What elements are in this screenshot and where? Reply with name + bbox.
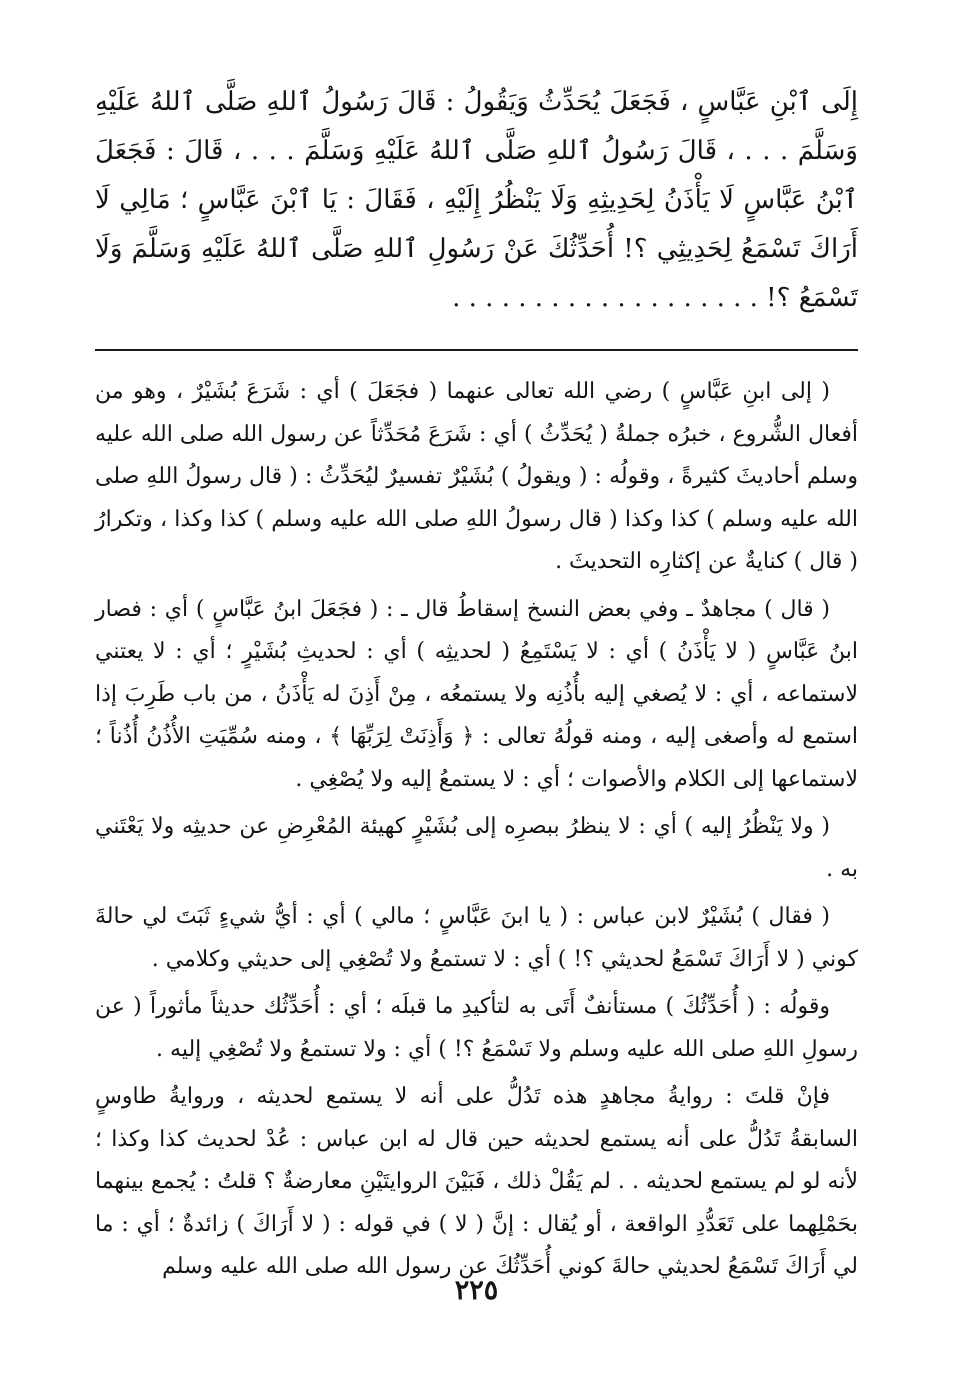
commentary-paragraph: ( إلى ابنِ عَبَّاسٍ ) رضي الله تعالى عنهما ( فجَعَلَ ) أي : شَرَعَ بُشَيْرٌ ، وهو من أفعال الشُّروع ، خبرُه جملةُ ( يُحَدِّثُ ) أي : شَرَعَ مُحَدِّثاً عن رسول الله صلى الله عليه وسلم أحاديثَ كثيرةً ، وقولُه : ( ويقولُ ) بُشَيْرٌ تفسيرٌ ليُحَدِّثُ : ( قال رسولُ اللهِ صلى الله عليه وسلم ) كذا وكذا ( قال رسولُ اللهِ صلى الله عليه وسلم ) كذا وكذا ، وتكرارُ ( قال ) كنايةٌ عن إكثارِه التحديثَ . bbox=[95, 379, 858, 574]
separator-line bbox=[95, 349, 858, 351]
commentary-paragraph: ( ولا يَنْظُرُ إليه ) أي : لا ينظرُ ببصرِه إلى بُشَيْرٍ كهيئة المُعْرِضِ عن حديثِه ولا يَعْتَني به . bbox=[95, 814, 858, 882]
commentary-paragraph: وقولُه : ( أُحَدِّثُكَ ) مستأنفٌ أَتَى به لتأكيدِ ما قبلَه ؛ أي : أُحَدِّثُك حديثاً مأثوراً ( عن رسولِ اللهِ صلى الله عليه وسلم ولا تَسْمَعُ ؟! ) أي : ولا تستمعُ ولا تُصْغِي إليه . bbox=[95, 994, 858, 1062]
page-number: ٢٢٥ bbox=[454, 1275, 499, 1306]
commentary bbox=[95, 371, 858, 1289]
hadith-text: إِلَى ٱبْنِ عَبَّاسٍ ، فَجَعَلَ يُحَدِّثُ وَيَقُولُ : قَالَ رَسُولُ ٱللهِ صَلَّى ٱللهُ عَلَيْهِ وَسَلَّمَ . . . ، قَالَ رَسُولُ ٱللهِ صَلَّى ٱللهُ عَلَيْهِ وَسَلَّمَ . . . ، قَالَ : فَجَعَلَ ٱبْنُ عَبَّاسٍ لَا يَأْذَنُ لِحَدِيثِهِ وَلَا يَنْظُرُ إِلَيْهِ ، فَقَالَ : يَا ٱبْنَ عَبَّاسٍ ؛ مَالِي لَا أَرَاكَ تَسْمَعُ لِحَدِيثِي ؟! أُحَدِّثُكَ عَنْ رَسُولِ ٱللهِ صَلَّى ٱللهُ عَلَيْهِ وَسَلَّمَ وَلَا تَسْمَعُ ؟! . . . . . . . . . . . . . . . . . . . bbox=[95, 87, 858, 313]
commentary-paragraph: ( فقال ) بُشَيْرٌ لابن عباس : ( يا ابنَ عَبَّاسٍ ؛ مالي ) أي : أيُّ شيءٍ ثَبَتَ لي حالةَ كوني ( لا أَرَاكَ تَسْمَعُ لحديثي ؟! ) أي : لا تستمعُ ولا تُصْغِي إلى حديثي وكلامي . bbox=[95, 904, 858, 972]
commentary-paragraph: فإنْ قلتَ : روايةُ مجاهدٍ هذه تَدُلُّ على أنه لا يستمع لحديثه ، وروايةُ طاوسٍ السابقةُ تَدُلُّ على أنه يستمع لحديثه حين قال له ابن عباس : عُدْ لحديث كذا وكذا ؛ لأنه لو لم يستمع لحديثه . . لم يَقُلْ ذلك ، فَبَيْنَ الروايتَيْنِ معارضةٌ ؟ قلتُ : يُجمع بينهما بحَمْلِهما على تَعَدُّدِ الواقعة ، أو يُقال : إنَّ ( لا ) في قوله : ( لا أَرَاكَ ) زائدةٌ ؛ أي : ما لي أَرَاكَ تَسْمَعُ لحديثي حالةَ كوني أُحَدِّثُكَ عن رسول الله صلى الله عليه وسلم bbox=[95, 1084, 859, 1279]
commentary-paragraph: ( قال ) مجاهدٌ ـ وفي بعض النسخ إسقاطُ قال ـ : ( فجَعَلَ ابنُ عَبَّاسٍ ) أي : فصار ابنُ عَبَّاسٍ ( لا يَأْذَنُ ) أي : لا يَسْتَمِعُ ( لحديثِه ) أي : لحديثِ بُشَيْرٍ ؛ أي : لا يعتني لاستماعه ، أي : لا يُصغي إليه بأُذُنِه ولا يستمعُه ، مِنْ أَذِنَ له يَأْذَنُ ، من باب طَرِبَ إذا استمع له وأصغى إليه ، ومنه قولُهُ تعالى : ﴿ وَأَذِنَتْ لِرَبِّهَا ﴾ ، ومنه سُمِّيَتِ الأُذُنُ أُذُناً ؛ لاستماعها إلى الكلام والأصوات ؛ أي : لا يستمعُ إليه ولا يُصْغِي . bbox=[95, 596, 858, 792]
